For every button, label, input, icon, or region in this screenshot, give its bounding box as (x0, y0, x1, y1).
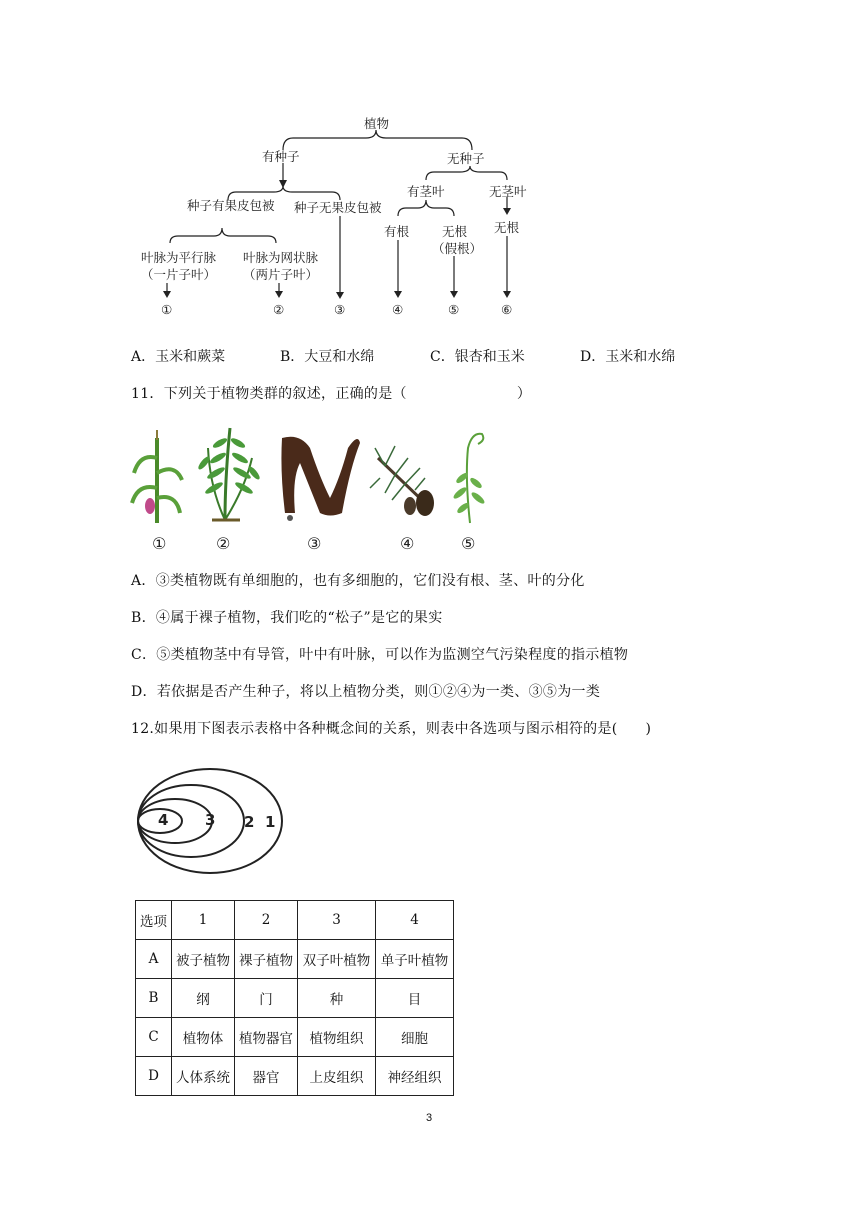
tree-no-root-2: 无根 (494, 220, 520, 235)
tree-parallel-vein: 叶脉为平行脉 (141, 250, 217, 265)
table-cell: 植物体 (172, 1018, 235, 1057)
q11-option-a: A．③类植物既有单细胞的，也有多细胞的，它们没有根、茎、叶的分化 (131, 573, 585, 589)
table-row (136, 1018, 454, 1057)
q12-stem: 12.如果用下图表示表格中各种概念间的关系，则表中各选项与图示相符的是( ) (131, 721, 652, 737)
table-row (136, 940, 454, 979)
table-header-cell: 4 (376, 901, 454, 940)
moss-plant-icon (452, 434, 486, 523)
plant-label-2: ② (216, 534, 231, 553)
q11-option-c: C．⑤类植物茎中有导管，叶中有叶脉，可以作为监测空气污染程度的指示植物 (131, 647, 629, 663)
corn-plant-icon (132, 430, 182, 523)
page-number: 3 (426, 1112, 433, 1124)
tree-leaf-5: ⑤ (448, 302, 460, 317)
table-cell: 植物器官 (235, 1018, 298, 1057)
plant-label-1: ① (152, 534, 167, 553)
table-row (136, 979, 454, 1018)
tree-leaf-6: ⑥ (501, 302, 513, 317)
plant-label-4: ④ (400, 534, 415, 553)
fern-plant-icon (197, 428, 262, 520)
q10-option-c: C．银杏和玉米 (430, 349, 525, 365)
table-cell: 细胞 (376, 1018, 454, 1057)
tree-no-root: 无根 (442, 224, 468, 239)
table-header-cell: 3 (298, 901, 376, 940)
table-cell: 双子叶植物 (298, 940, 376, 979)
table-cell: 单子叶植物 (376, 940, 454, 979)
tree-leaf-4: ④ (392, 302, 404, 317)
table-cell: 植物组织 (298, 1018, 376, 1057)
tree-connectors (0, 0, 860, 330)
table-cell: 神经组织 (376, 1057, 454, 1096)
circle-label-4: 4 (158, 811, 169, 829)
tree-leaf-1: ① (161, 302, 173, 317)
table-cell: A (136, 940, 172, 979)
table-cell: C (136, 1018, 172, 1057)
kelp-plant-icon (281, 437, 360, 521)
table-cell: 种 (298, 979, 376, 1018)
circle-label-2: 2 (244, 813, 255, 831)
concept-table (135, 900, 454, 1096)
tree-parallel-vein-note: （一片子叶） (141, 267, 217, 282)
tree-has-seed: 有种子 (262, 149, 300, 164)
table-cell: 裸子植物 (235, 940, 298, 979)
table-cell: 被子植物 (172, 940, 235, 979)
table-cell: 上皮组织 (298, 1057, 376, 1096)
tree-root: 植物 (364, 116, 390, 131)
tree-leaf-2: ② (273, 302, 285, 317)
tree-net-vein: 叶脉为网状脉 (243, 250, 319, 265)
circle-label-1: 1 (265, 813, 276, 831)
table-cell: 门 (235, 979, 298, 1018)
q11-stem: 11．下列关于植物类群的叙述，正确的是（ ） (131, 386, 532, 402)
tree-no-seed: 无种子 (447, 151, 485, 166)
table-cell: 目 (376, 979, 454, 1018)
q11-option-d: D．若依据是否产生种子，将以上植物分类，则①②④为一类、③⑤为一类 (131, 684, 601, 700)
table-header-row (136, 901, 454, 940)
tree-has-stem-leaf: 有茎叶 (407, 184, 445, 199)
q10-option-a: A．玉米和蕨菜 (131, 349, 226, 365)
table-header-cell: 选项 (136, 901, 172, 940)
table-cell: 器官 (235, 1057, 298, 1096)
q10-option-d: D．玉米和水绵 (580, 349, 676, 365)
q11-option-b: B．④属于裸子植物，我们吃的“松子”是它的果实 (131, 610, 443, 626)
table-header-cell: 2 (235, 901, 298, 940)
tree-net-vein-note: （两片子叶） (243, 267, 319, 282)
plant-label-5: ⑤ (461, 534, 476, 553)
q10-option-b: B．大豆和水绵 (280, 349, 375, 365)
table-row (136, 1057, 454, 1096)
pine-branch-icon (370, 446, 434, 516)
tree-seed-no-fruit: 种子无果皮包被 (294, 200, 382, 215)
tree-has-root: 有根 (384, 224, 410, 239)
tree-leaf-3: ③ (334, 302, 346, 317)
table-cell: D (136, 1057, 172, 1096)
table-cell: 纲 (172, 979, 235, 1018)
plant-label-3: ③ (307, 534, 322, 553)
tree-no-stem-leaf: 无茎叶 (489, 184, 527, 199)
table-header-cell: 1 (172, 901, 235, 940)
circle-label-3: 3 (205, 811, 216, 829)
table-cell: 人体系统 (172, 1057, 235, 1096)
tree-seed-with-fruit: 种子有果皮包被 (187, 198, 275, 213)
table-cell: B (136, 979, 172, 1018)
tree-false-root: （假根） (432, 241, 483, 256)
